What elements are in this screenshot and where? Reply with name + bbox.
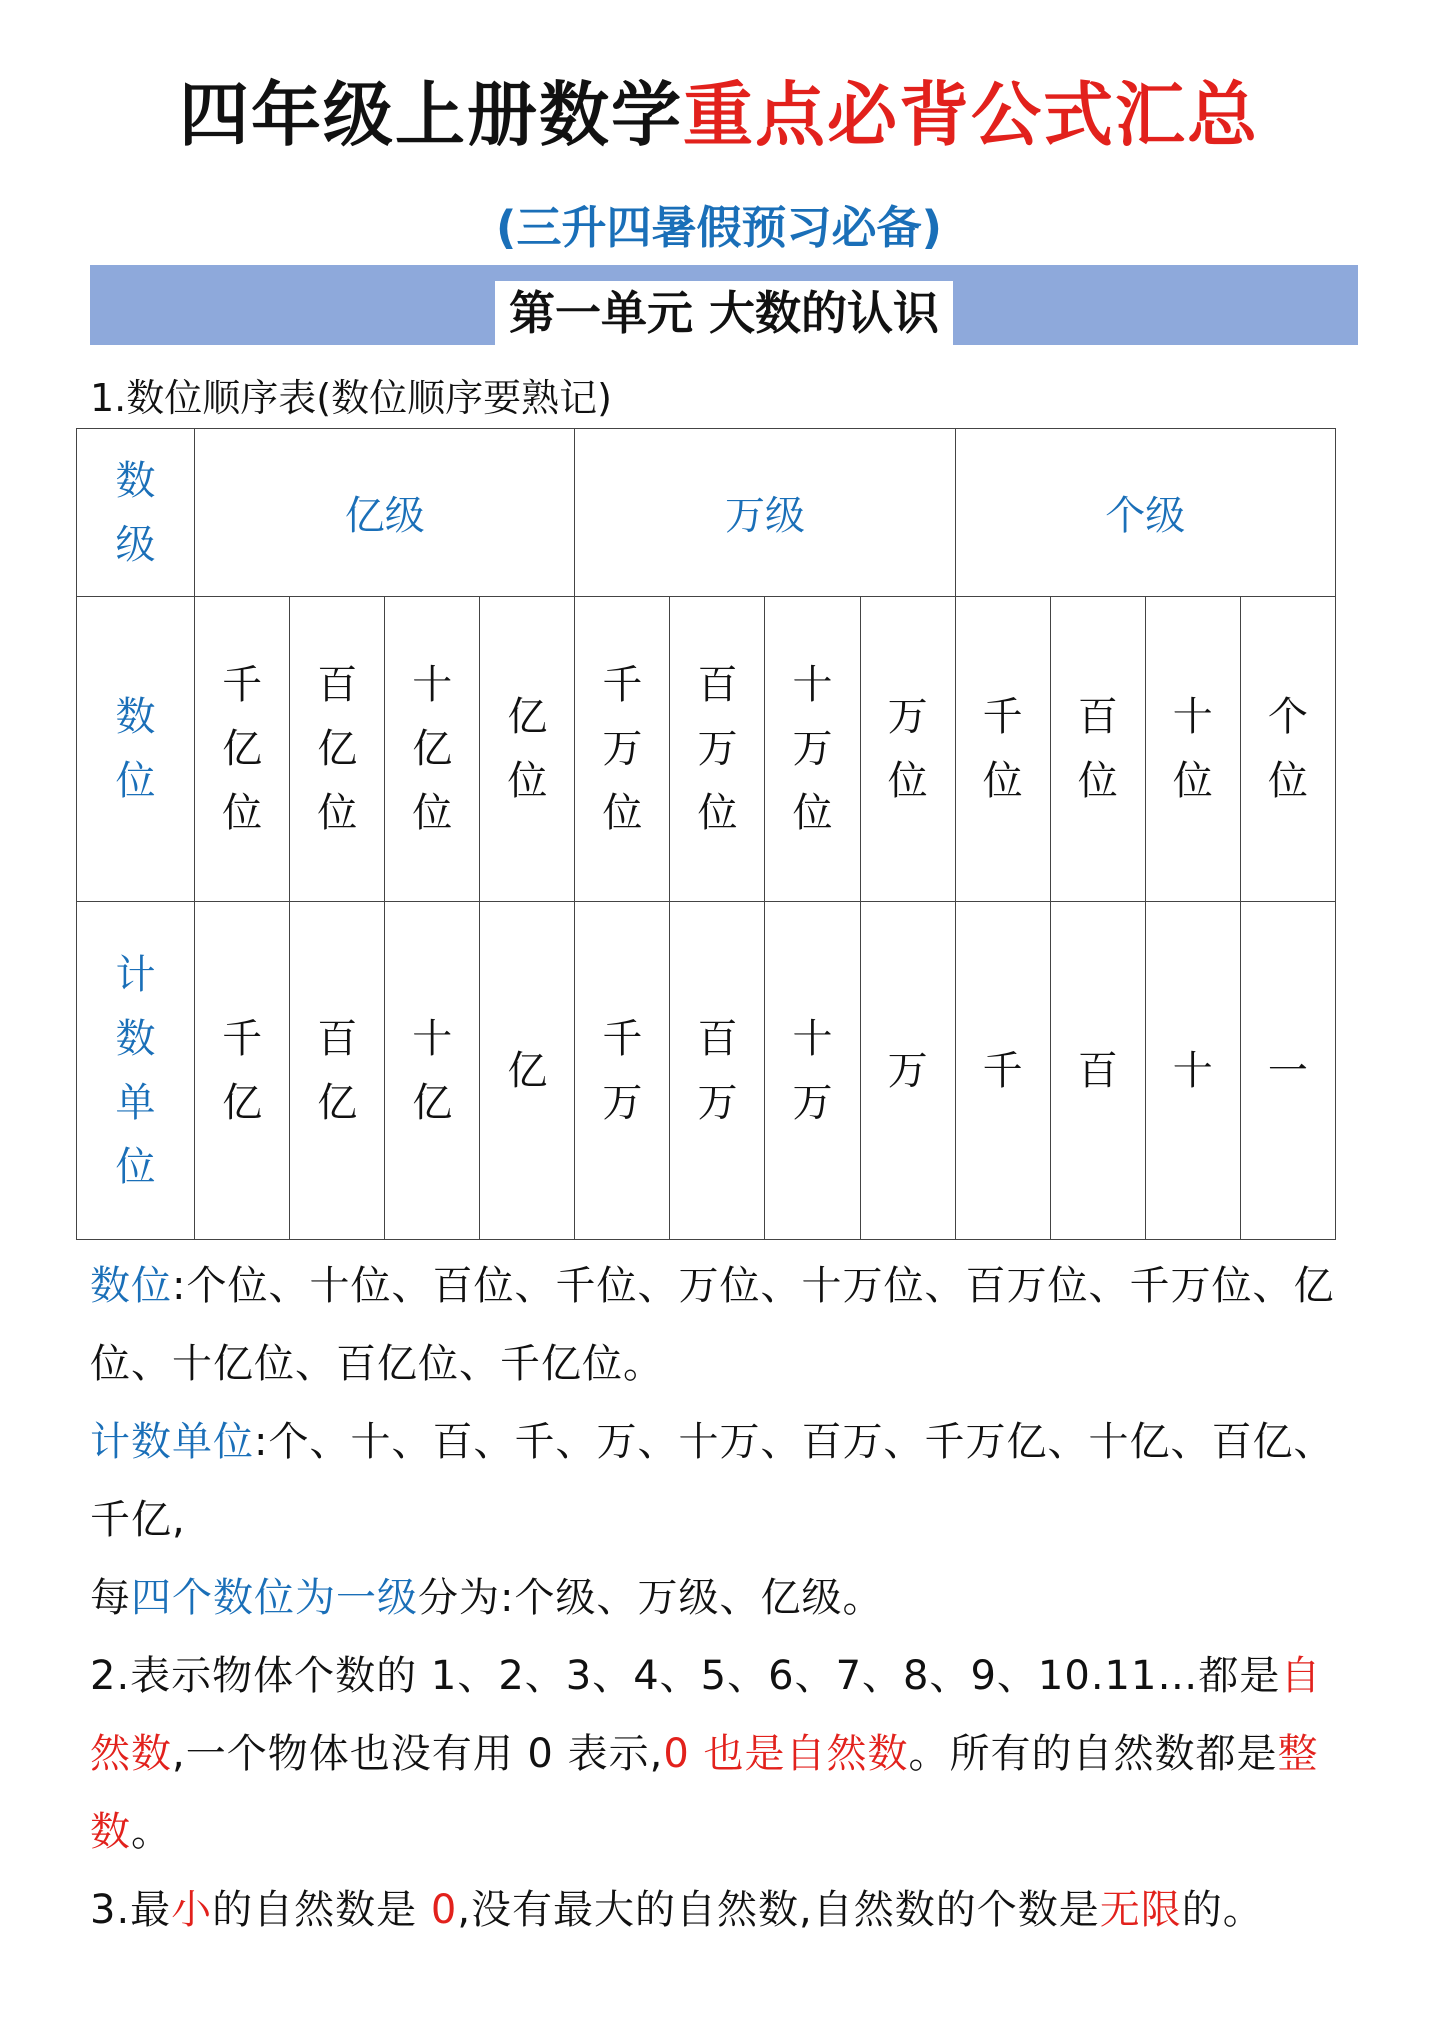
point-2-text: 2.表示物体个数的 1、2、3、4、5、6、7、8、9、10.11…都是 [90, 1653, 1281, 1699]
place-cell: 千亿位 [195, 597, 290, 902]
group-note-highlight: 四个数位为一级 [131, 1575, 418, 1621]
place-cell: 个位 [1240, 597, 1335, 902]
level-row [77, 429, 1336, 597]
unit-cell: 千亿 [195, 902, 290, 1240]
point-3-text: ,没有最大的自然数,自然数的个数是 [457, 1887, 1100, 1933]
group-note [90, 1559, 1355, 1637]
point-2-highlight: 自然数 [90, 1653, 1322, 1777]
place-cell: 百万位 [670, 597, 765, 902]
row-label-level: 数级 [77, 429, 195, 597]
unit-row [77, 902, 1336, 1240]
unit-heading-bar [90, 265, 1358, 345]
point-2-text: ,一个物体也没有用 0 表示, [172, 1731, 664, 1777]
unit-cell: 十万 [765, 902, 860, 1240]
place-cell: 千万位 [575, 597, 670, 902]
point-3 [90, 1871, 1355, 1949]
unit-cell: 百 [1050, 902, 1145, 1240]
point-2 [90, 1637, 1355, 1871]
place-cell: 百亿位 [290, 597, 385, 902]
unit-cell: 百亿 [290, 902, 385, 1240]
place-cell: 千位 [955, 597, 1050, 902]
point-2-highlight: 整数 [90, 1731, 1319, 1855]
unit-cell: 百万 [670, 902, 765, 1240]
point-3-highlight: 0 [430, 1887, 458, 1933]
row-label-unit: 计数单位 [77, 902, 195, 1240]
unit-cell: 千 [955, 902, 1050, 1240]
page-subtitle: (三升四暑假预习必备) [495, 201, 943, 254]
unit-heading: 第一单元 大数的认识 [495, 281, 953, 345]
level-cell: 万级 [575, 429, 955, 597]
point-2-highlight: 0 也是自然数 [663, 1731, 909, 1777]
group-note-prefix: 每 [90, 1575, 131, 1621]
group-note-text: 分为:个级、万级、亿级。 [418, 1575, 884, 1621]
point-3-highlight: 无限 [1099, 1887, 1182, 1933]
point-3-text: 3.最 [90, 1887, 172, 1933]
unit-note-text: :个、十、百、千、万、十万、百万、千万亿、十亿、百亿、千亿, [90, 1419, 1335, 1543]
place-cell: 十万位 [765, 597, 860, 902]
point-3-text: 的自然数是 [212, 1887, 431, 1933]
unit-cell: 一 [1240, 902, 1335, 1240]
unit-cell: 十 [1145, 902, 1240, 1240]
place-note [90, 1247, 1355, 1403]
place-cell: 亿位 [480, 597, 575, 902]
unit-cell: 千万 [575, 902, 670, 1240]
place-value-table [76, 428, 1336, 1240]
row-label-place: 数位 [77, 597, 195, 902]
point-3-text: 的。 [1181, 1887, 1264, 1933]
unit-note [90, 1403, 1355, 1559]
level-cell: 个级 [955, 429, 1335, 597]
unit-cell: 十亿 [385, 902, 480, 1240]
place-row [77, 597, 1336, 902]
title-red: 重点必背公式汇总 [683, 74, 1259, 156]
unit-note-label: 计数单位 [90, 1419, 254, 1465]
section-1-heading: 1.数位顺序表(数位顺序要熟记) [90, 376, 612, 420]
place-note-label: 数位 [90, 1263, 172, 1309]
unit-cell: 亿 [480, 902, 575, 1240]
place-cell: 十亿位 [385, 597, 480, 902]
point-2-text: 。所有的自然数都是 [908, 1731, 1278, 1777]
place-cell: 百位 [1050, 597, 1145, 902]
place-cell: 十位 [1145, 597, 1240, 902]
page-title [0, 70, 1438, 160]
level-cell: 亿级 [195, 429, 575, 597]
point-2-text: 。 [131, 1809, 172, 1855]
place-cell: 万位 [860, 597, 955, 902]
point-3-highlight: 小 [171, 1887, 213, 1933]
place-note-text: :个位、十位、百位、千位、万位、十万位、百万位、千万位、亿位、十亿位、百亿位、千亿位。 [90, 1263, 1335, 1387]
title-black: 四年级上册数学 [179, 74, 683, 156]
unit-cell: 万 [860, 902, 955, 1240]
